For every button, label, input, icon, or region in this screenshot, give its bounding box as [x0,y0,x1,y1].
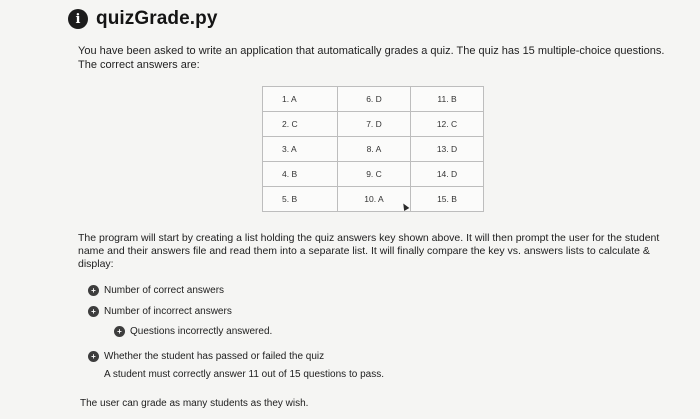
answer-cell: 2. C [263,112,338,137]
info-icon: i [68,9,88,29]
answer-cell: 15. B [411,187,484,212]
plus-circle-icon: + [88,306,99,317]
plus-circle-icon: + [114,326,125,337]
bullet-passed-sub: A student must correctly answer 11 out of 15 questions to pass. [104,369,384,380]
answer-key-table [262,86,484,212]
page-title: quizGrade.py [96,8,218,29]
bullet-label: Questions incorrectly answered. [130,326,273,337]
answer-cell: 8. A [338,137,411,162]
bullet-label: Number of incorrect answers [104,306,232,317]
bullet-incorrect [88,306,232,317]
description-paragraph: The program will start by creating a list holding the quiz answers key shown above. It will then prompt the user for the student name and their answers file and read them into a separate list. It will finally compare the key vs. answers lists to calculate & display: [78,232,660,270]
bullet-incorrect-sub [114,326,272,337]
answer-cell: 13. D [411,137,484,162]
table-row [263,187,484,212]
table-row [263,112,484,137]
answer-cell: 14. D [411,162,484,187]
answer-cell: 10. A [338,187,411,212]
bullet-label: Whether the student has passed or failed the quiz [104,351,325,362]
plus-circle-icon: + [88,285,99,296]
intro-paragraph: You have been asked to write an application that automatically grades a quiz. The quiz has 15 multiple-choice questions. The correct answers are: [78,45,665,71]
bullet-label: Number of correct answers [104,285,225,296]
table-row [263,162,484,187]
answer-cell: 6. D [338,87,411,112]
bullet-passed [88,351,324,362]
answer-cell: 9. C [338,162,411,187]
footer-text: The user can grade as many students as they wish. [80,398,309,409]
title-row [68,8,218,30]
answer-cell: 12. C [411,112,484,137]
bullet-correct [88,285,224,296]
answer-cell: 11. B [411,87,484,112]
answer-cell: 5. B [263,187,338,212]
table-row [263,137,484,162]
table-row [263,87,484,112]
answer-cell: 3. A [263,137,338,162]
answer-cell: 1. A [263,87,338,112]
answer-cell: 4. B [263,162,338,187]
answer-cell: 7. D [338,112,411,137]
plus-circle-icon: + [88,351,99,362]
